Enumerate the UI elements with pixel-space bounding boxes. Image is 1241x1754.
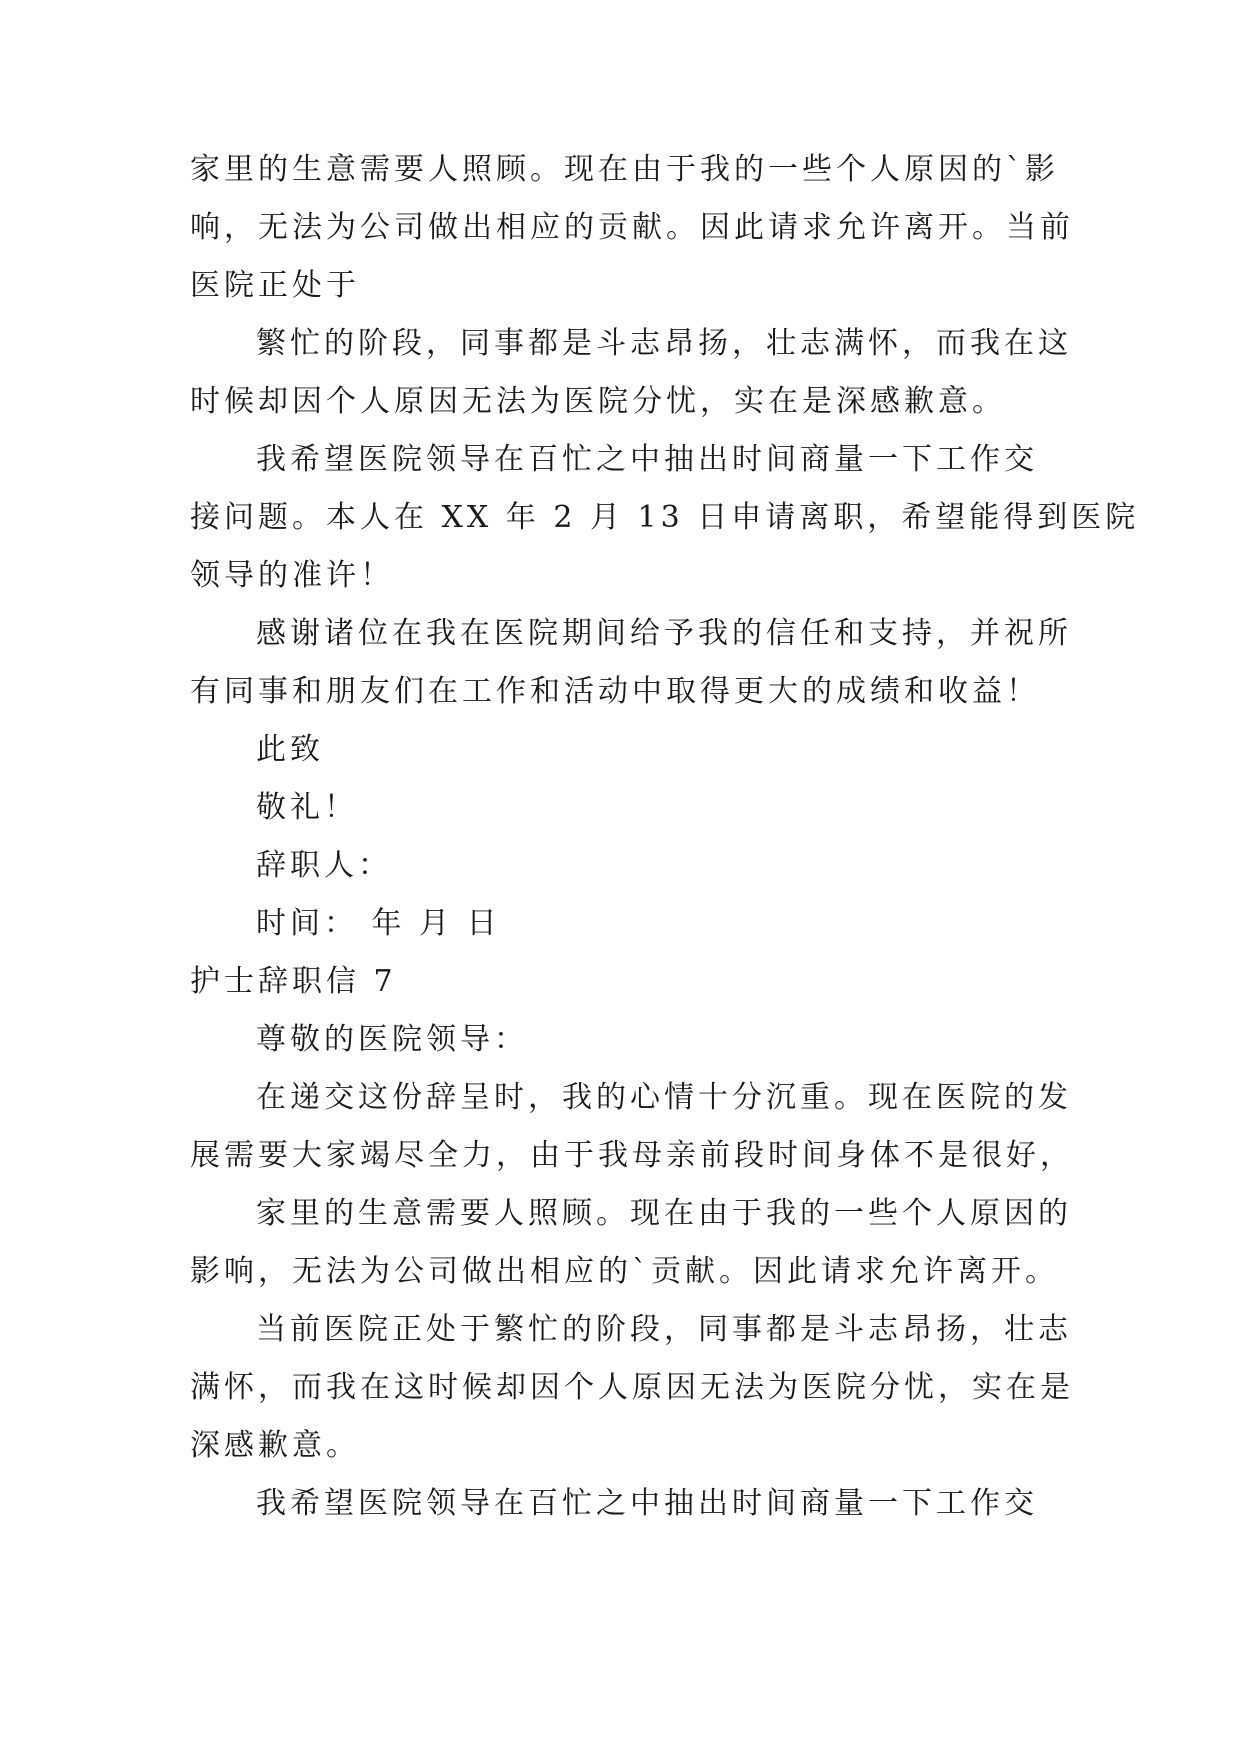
text-line: 感谢诸位在我在医院期间给予我的信任和支持，并祝所 [256, 616, 1072, 651]
text-line: 深感歉意。 [190, 1428, 360, 1463]
text-line: 当前医院正处于繁忙的阶段，同事都是斗志昂扬，壮志 [256, 1312, 1072, 1347]
text-line: 家里的生意需要人照顾。现在由于我的一些个人原因的`影 [190, 152, 1059, 187]
section-title: 护士辞职信 7 [190, 964, 397, 999]
text-line: 影响，无法为公司做出相应的`贡献。因此请求允许离开。 [190, 1254, 1059, 1289]
text-line: 有同事和朋友们在工作和活动中取得更大的成绩和收益！ [190, 674, 1040, 709]
text-line: 接问题。本人在 XX 年 2 月 13 日申请离职，希望能得到医院 [190, 500, 1140, 535]
text-line: 时候却因个人原因无法为医院分忧，实在是深感歉意。 [190, 384, 1006, 419]
date-label: 时间： 年 月 日 [256, 906, 501, 941]
greeting: 尊敬的医院领导： [256, 1022, 528, 1057]
closing-salutation: 此致 [256, 732, 324, 767]
signature-label: 辞职人： [256, 848, 392, 883]
text-line: 家里的生意需要人照顾。现在由于我的一些个人原因的 [256, 1196, 1072, 1231]
text-line: 展需要大家竭尽全力，由于我母亲前段时间身体不是很好， [190, 1138, 1074, 1173]
closing-regards: 敬礼！ [256, 790, 358, 825]
text-line: 繁忙的阶段，同事都是斗志昂扬，壮志满怀，而我在这 [256, 326, 1072, 361]
text-line: 我希望医院领导在百忙之中抽出时间商量一下工作交 [256, 442, 1038, 477]
text-line: 在递交这份辞呈时，我的心情十分沉重。现在医院的发 [256, 1080, 1072, 1115]
text-line: 满怀，而我在这时候却因个人原因无法为医院分忧，实在是 [190, 1370, 1074, 1405]
text-line: 领导的准许！ [190, 558, 394, 593]
text-line: 医院正处于 [190, 268, 360, 303]
text-line: 我希望医院领导在百忙之中抽出时间商量一下工作交 [256, 1486, 1038, 1521]
text-line: 响，无法为公司做出相应的贡献。因此请求允许离开。当前 [190, 210, 1074, 245]
